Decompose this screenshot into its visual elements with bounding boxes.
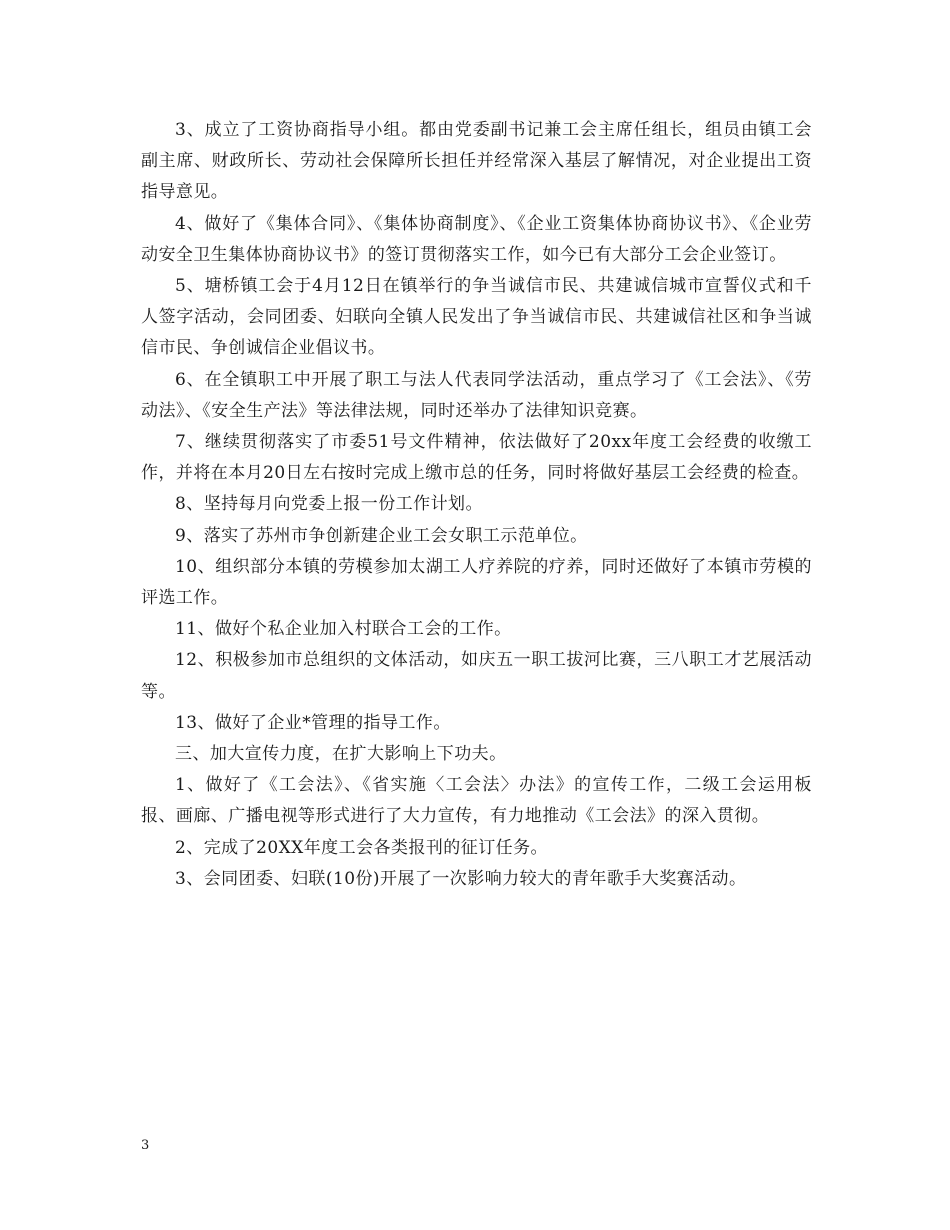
paragraph: 2、完成了20XX年度工会各类报刊的征订任务。 bbox=[175, 837, 549, 858]
paragraph: 7、继续贯彻落实了市委51号文件精神，依法做好了20xx年度工会经费的收缴工作，并将在本月20日左右按时完成上缴市总的任务，同时将做好基层工会经费的检查。 bbox=[141, 432, 812, 484]
paragraph: 4、做好了《集体合同》、《集体协商制度》、《企业工资集体协商协议书》、《企业劳动安全卫生集体协商协议书》的签订贯彻落实工作，如今已有大部分工会企业签订。 bbox=[141, 213, 812, 265]
paragraph: 1、做好了《工会法》、《省实施〈工会法〉办法》的宣传工作，二级工会运用板报、画廊、广播电视等形式进行了大力宣传，有力地推动《工会法》的深入贯彻。 bbox=[141, 775, 812, 827]
page-number: 3 bbox=[141, 1138, 150, 1153]
paragraph: 9、落实了苏州市争创新建企业工会女职工示范单位。 bbox=[175, 525, 588, 546]
paragraph: 3、会同团委、妇联(10份)开展了一次影响力较大的青年歌手大奖赛活动。 bbox=[175, 868, 747, 889]
paragraph: 13、做好了企业*管理的指导工作。 bbox=[175, 712, 451, 733]
paragraph: 8、坚持每月向党委上报一份工作计划。 bbox=[175, 494, 483, 515]
paragraph: 3、成立了工资协商指导小组。都由党委副书记兼工会主席任组长，组员由镇工会副主席、财政所长、劳动社会保障所长担任并经常深入基层了解情况，对企业提出工资指导意见。 bbox=[141, 120, 812, 203]
paragraph: 6、在全镇职工中开展了职工与法人代表同学法活动，重点学习了《工会法》、《劳动法》、《安全生产法》等法律法规，同时还举办了法律知识竞赛。 bbox=[141, 369, 812, 421]
document-body bbox=[141, 115, 812, 895]
paragraph: 5、塘桥镇工会于4月12日在镇举行的争当诚信市民、共建诚信城市宣誓仪式和千人签字活动，会同团委、妇联向全镇人民发出了争当诚信市民、共建诚信社区和争当诚信市民、争创诚信企业倡议书。 bbox=[141, 276, 812, 359]
paragraph: 10、组织部分本镇的劳模参加太湖工人疗养院的疗养，同时还做好了本镇市劳模的评选工作。 bbox=[141, 556, 812, 609]
section-heading: 三、加大宣传力度，在扩大影响上下功夫。 bbox=[175, 744, 507, 765]
paragraph: 12、积极参加市总组织的文体活动，如庆五一职工拔河比赛，三八职工才艺展活动等。 bbox=[141, 650, 812, 702]
paragraph: 11、做好个私企业加入村联合工会的工作。 bbox=[175, 619, 512, 640]
